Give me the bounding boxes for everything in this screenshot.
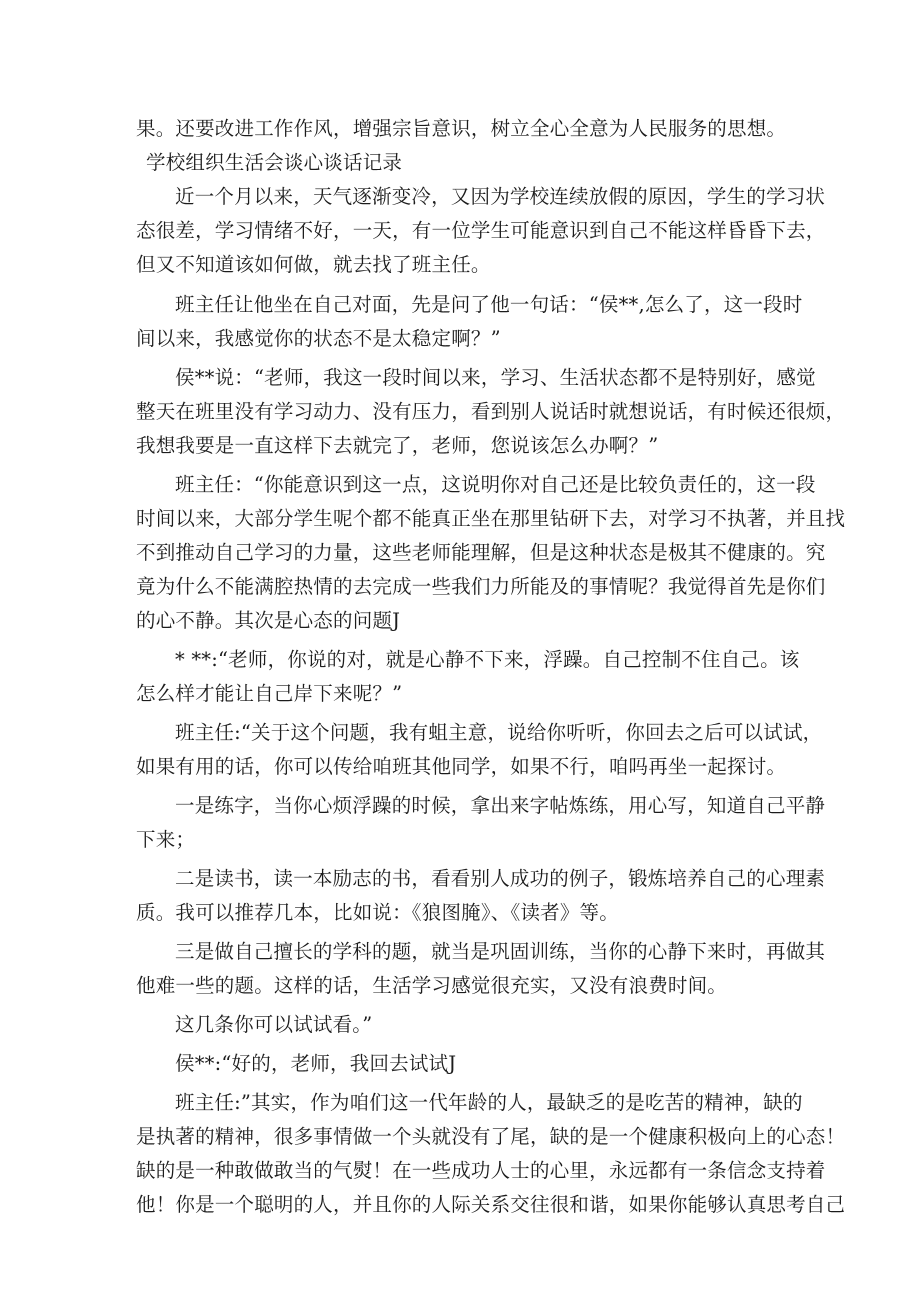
text-line-6: 班主任让他坐在自己对面，先是问了他一句话：“侯**,怎么了，这一段时: [175, 293, 803, 316]
text-line-17: 怎么样才能让自己岸下来呢？”: [136, 682, 403, 705]
document-heading: 学校组织生活会谈心谈话记录: [146, 151, 403, 174]
text-line-3: 近一个月以来，天气逐渐变冷，又因为学校连续放假的原因，学生的学习状: [175, 185, 826, 208]
text-line-22: 二是读书，读一本励志的书，看看别人成功的例子，锻炼培养自己的心理素: [175, 867, 826, 890]
text-line-31: 他！你是一个聪明的人，并且你的人际关系交往很和谐，如果你能够认真思考自己: [136, 1193, 846, 1216]
text-line-10: 我想我要是一直这样下去就完了，老师，您说该怎么办啊？”: [136, 434, 659, 457]
text-line-26: 这几条你可以试试看。”: [175, 1013, 373, 1036]
text-line-20: 一是练字，当你心烦浮躁的时候，拿出来字帖炼练，用心写，知道自己平静: [175, 794, 826, 817]
text-line-9: 整天在班里没有学习动力、没有压力，看到别人说话时就想说话，有时候还很烦，: [136, 400, 846, 423]
text-line-13: 不到推动自己学习的力量，这些老师能理解，但是这种状态是极其不健康的。究: [136, 541, 826, 564]
text-line-19: 如果有用的话，你可以传给咱班其他同学，如果不行，咱吗再坐一起探讨。: [136, 755, 787, 778]
text-line-12: 时间以来，大部分学生呢个都不能真正坐在那里钻研下去，对学习不执著，并且找: [136, 507, 846, 530]
text-line-11: 班主任：“你能意识到这一点，这说明你对自己还是比较负责任的，这一段: [175, 473, 816, 496]
text-line-7: 间以来，我感觉你的状态不是太稳定啊？”: [136, 327, 501, 350]
text-line-29: 是执著的精神，很多事情做一个头就没有了尾，缺的是一个健康积极向上的心态！: [136, 1125, 846, 1148]
text-line-28: 班主任:”其实，作为咱们这一代年龄的人，最缺乏的是吃苦的精神，缺的: [175, 1091, 803, 1114]
text-line-21: 下来；: [136, 828, 196, 851]
text-line-25: 他难一些的题。这样的话，生活学习感觉很充实，又没有浪费时间。: [136, 974, 728, 997]
text-line-4: 态很差，学习情绪不好，一天，有一位学生可能意识到自己不能这样昏昏下去，: [136, 219, 826, 242]
text-line-14: 竟为什么不能满腔热情的去完成一些我们力所能及的事情呢？我觉得首先是你们: [136, 575, 826, 598]
text-line-23: 质。我可以推荐几本，比如说：《狼图腌》、《读者》等。: [136, 901, 619, 924]
text-line-5: 但又不知道该如何做，就去找了班主任。: [136, 253, 491, 276]
text-line-24: 三是做自己擅长的学科的题，就当是巩固训练，当你的心静下来时，再做其: [175, 940, 826, 963]
text-line-15: 的心不静。其次是心态的问题J: [136, 609, 401, 632]
text-line-1: 果。还要改进工作作风，增强宗旨意识，树立全心全意为人民服务的思想。: [136, 117, 787, 140]
text-line-8: 侯**说：“老师，我这一段时间以来，学习、生活状态都不是特别好，感觉: [175, 366, 816, 389]
text-line-27: 侯**:“好的，老师，我回去试试J: [175, 1052, 457, 1075]
text-line-18: 班主任:“关于这个问题，我有蛆主意，说给你听听，你回去之后可以试试，: [175, 721, 823, 744]
text-line-16: * **:“老师，你说的对，就是心静不下来，浮躁。自己控制不住自己。该: [175, 648, 800, 671]
text-line-30: 缺的是一种敢做敢当的气熨！在一些成功人士的心里，永远都有一条信念支持着: [136, 1159, 826, 1182]
